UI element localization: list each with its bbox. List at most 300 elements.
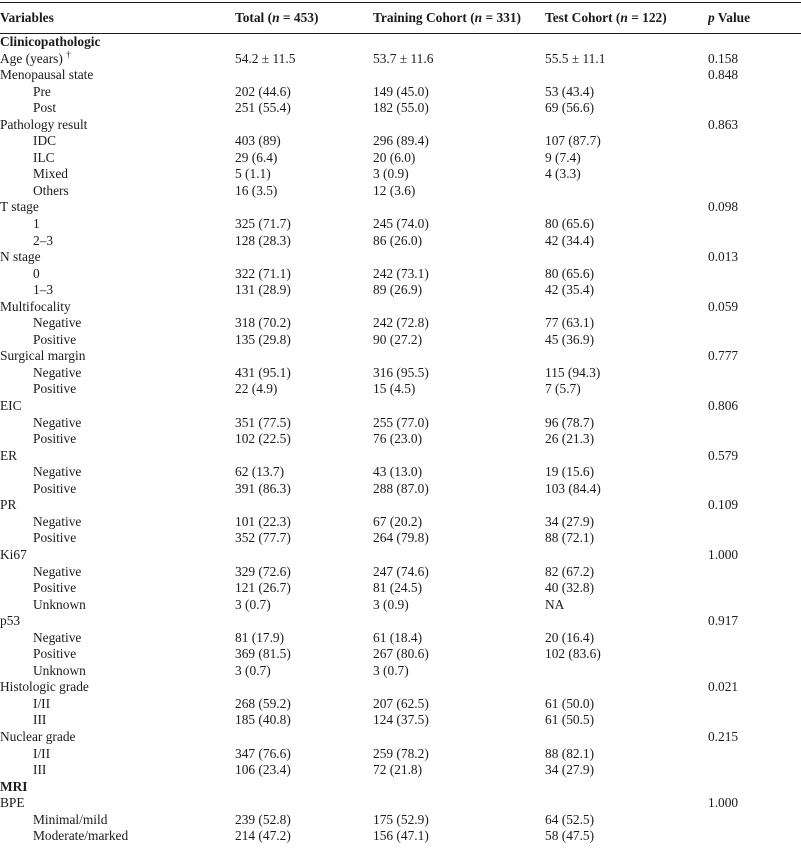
training-cohort-value [373, 613, 545, 630]
variable-label: Pathology result [0, 116, 88, 132]
test-cohort-value [545, 348, 708, 365]
total-value: 318 (70.2) [235, 315, 291, 331]
test-cohort-value: 7 (5.7) [545, 381, 581, 397]
test-cohort-value: 88 (82.1) [545, 745, 595, 761]
p-value [708, 514, 801, 531]
total-value: 128 (28.3) [235, 232, 291, 248]
p-value [708, 564, 801, 581]
training-cohort-value: 242 (72.8) [373, 315, 429, 331]
test-cohort-value [545, 199, 708, 216]
total-value: 185 (40.8) [235, 712, 291, 728]
training-cohort-value [373, 679, 545, 696]
variable-label: Surgical margin [0, 348, 86, 364]
table-row [0, 216, 801, 233]
training-cohort-value: 89 (26.9) [373, 282, 423, 298]
training-cohort-value: 3 (0.7) [373, 662, 409, 678]
variable-label: Negative [33, 414, 82, 430]
test-cohort-value: 107 (87.7) [545, 133, 601, 149]
table-row [0, 133, 801, 150]
training-cohort-value [373, 448, 545, 465]
test-cohort-value [545, 613, 708, 630]
test-cohort-value: 69 (56.6) [545, 100, 595, 116]
table-body [0, 34, 801, 845]
table-row [0, 365, 801, 382]
total-value [235, 729, 373, 746]
total-value: 16 (3.5) [235, 182, 278, 198]
column-header-total: Total (n = 453) [235, 3, 373, 34]
training-cohort-value: 175 (52.9) [373, 811, 429, 827]
total-value: 403 (89) [235, 133, 281, 149]
total-value: 5 (1.1) [235, 166, 271, 182]
test-cohort-value [545, 448, 708, 465]
table-row [0, 597, 801, 614]
test-cohort-value: 61 (50.5) [545, 712, 595, 728]
variable-label: Positive [33, 580, 77, 596]
variable-label: Menopausal state [0, 67, 94, 83]
test-cohort-value: 4 (3.3) [545, 166, 581, 182]
total-value: 251 (55.4) [235, 100, 291, 116]
p-value [708, 150, 801, 167]
training-cohort-value: 72 (21.8) [373, 762, 423, 778]
variable-label: EIC [0, 398, 22, 414]
training-cohort-value: 67 (20.2) [373, 513, 423, 529]
training-cohort-value: 43 (13.0) [373, 464, 423, 480]
p-value [708, 712, 801, 729]
total-value: 431 (95.1) [235, 364, 291, 380]
table-row [0, 812, 801, 829]
table-row [0, 381, 801, 398]
p-value [708, 812, 801, 829]
variable-label: Mixed [33, 166, 68, 182]
p-value [708, 315, 801, 332]
variable-label: Pre [33, 83, 51, 99]
total-value: 352 (77.7) [235, 530, 291, 546]
variable-label: Positive [33, 480, 77, 496]
table-row [0, 431, 801, 448]
p-value: 0.917 [708, 613, 739, 629]
table-row [0, 481, 801, 498]
training-cohort-value: 242 (73.1) [373, 265, 429, 281]
table-row [0, 249, 801, 266]
variable-label: III [33, 712, 47, 728]
total-value [235, 249, 373, 266]
total-value: 391 (86.3) [235, 480, 291, 496]
test-cohort-value: 40 (32.8) [545, 580, 595, 596]
total-value: 29 (6.4) [235, 149, 278, 165]
column-header-training-cohort: Training Cohort (n = 331) [373, 3, 545, 34]
total-value: 102 (22.5) [235, 431, 291, 447]
table-row [0, 828, 801, 845]
test-cohort-value [545, 547, 708, 564]
table-row [0, 762, 801, 779]
total-value: 214 (47.2) [235, 828, 291, 844]
variable-label: p53 [0, 613, 21, 629]
training-cohort-value [373, 398, 545, 415]
total-value: 22 (4.9) [235, 381, 278, 397]
table-row [0, 663, 801, 680]
p-value [708, 646, 801, 663]
variable-label: IDC [33, 133, 57, 149]
p-value: 0.098 [708, 199, 739, 215]
variable-label: BPE [0, 795, 25, 811]
p-value [708, 481, 801, 498]
p-value [708, 183, 801, 200]
training-cohort-value: 53.7 ± 11.6 [373, 50, 434, 66]
total-value: 101 (22.3) [235, 513, 291, 529]
test-cohort-value: 80 (65.6) [545, 265, 595, 281]
p-value [708, 34, 801, 51]
test-cohort-value: 34 (27.9) [545, 513, 595, 529]
test-cohort-value: 45 (36.9) [545, 331, 595, 347]
total-value [235, 497, 373, 514]
variable-label: Negative [33, 364, 82, 380]
variable-label: N stage [0, 249, 41, 265]
variable-label: Ki67 [0, 546, 27, 562]
table-row [0, 282, 801, 299]
cohort-characteristics-table [0, 2, 801, 845]
test-cohort-value: 19 (15.6) [545, 464, 595, 480]
training-cohort-value [373, 249, 545, 266]
training-cohort-value: 245 (74.0) [373, 216, 429, 232]
p-value [708, 746, 801, 763]
test-cohort-value: 34 (27.9) [545, 762, 595, 778]
dagger-footnote-marker: † [66, 50, 71, 60]
total-value [235, 348, 373, 365]
p-value: 1.000 [708, 546, 739, 562]
training-cohort-value [373, 729, 545, 746]
table-row [0, 183, 801, 200]
test-cohort-value: 80 (65.6) [545, 216, 595, 232]
total-value: 369 (81.5) [235, 646, 291, 662]
variable-label: Multifocality [0, 298, 71, 314]
table-row [0, 564, 801, 581]
table-row [0, 530, 801, 547]
test-cohort-value [545, 663, 708, 680]
column-header-p-value: p Value [708, 3, 801, 34]
training-cohort-value: 296 (89.4) [373, 133, 429, 149]
test-cohort-value [545, 34, 708, 51]
p-value [708, 696, 801, 713]
test-cohort-value [545, 299, 708, 316]
test-cohort-value: 115 (94.3) [545, 364, 601, 380]
total-value [235, 448, 373, 465]
test-cohort-value [545, 183, 708, 200]
table-row [0, 613, 801, 630]
table-row [0, 348, 801, 365]
test-cohort-value: 102 (83.6) [545, 646, 601, 662]
p-value [708, 431, 801, 448]
training-cohort-value: 61 (18.4) [373, 629, 423, 645]
total-value: 54.2 ± 11.5 [235, 50, 296, 66]
training-cohort-value [373, 779, 545, 796]
total-value: 81 (17.9) [235, 629, 285, 645]
training-cohort-value [373, 117, 545, 134]
variable-label: Histologic grade [0, 679, 89, 695]
p-value [708, 266, 801, 283]
test-cohort-value [545, 779, 708, 796]
training-cohort-value: 247 (74.6) [373, 563, 429, 579]
p-value [708, 828, 801, 845]
p-value [708, 133, 801, 150]
test-cohort-value: 26 (21.3) [545, 431, 595, 447]
table-row [0, 51, 801, 68]
total-value: 135 (29.8) [235, 331, 291, 347]
test-cohort-value [545, 117, 708, 134]
total-value: 322 (71.1) [235, 265, 291, 281]
variable-label: ER [0, 447, 18, 463]
p-value [708, 464, 801, 481]
p-value: 0.215 [708, 728, 739, 744]
test-cohort-value: 53 (43.4) [545, 83, 595, 99]
variable-label: Positive [33, 431, 77, 447]
p-value [708, 597, 801, 614]
table-row [0, 315, 801, 332]
training-cohort-value [373, 547, 545, 564]
table-row [0, 150, 801, 167]
table-row [0, 580, 801, 597]
p-value [708, 663, 801, 680]
table-row [0, 646, 801, 663]
table-row [0, 679, 801, 696]
variable-label: Negative [33, 315, 82, 331]
table-row [0, 67, 801, 84]
table-row [0, 712, 801, 729]
total-value: 351 (77.5) [235, 414, 291, 430]
total-value [235, 199, 373, 216]
total-value: 325 (71.7) [235, 216, 291, 232]
training-cohort-value: 149 (45.0) [373, 83, 429, 99]
p-value [708, 530, 801, 547]
variable-label: Unknown [33, 596, 86, 612]
total-value: 347 (76.6) [235, 745, 291, 761]
p-value [708, 779, 801, 796]
p-value: 0.109 [708, 497, 739, 513]
variable-label: T stage [0, 199, 39, 215]
p-value [708, 166, 801, 183]
column-header-test-cohort: Test Cohort (n = 122) [545, 3, 708, 34]
training-cohort-value [373, 199, 545, 216]
p-value [708, 580, 801, 597]
p-value: 0.848 [708, 67, 739, 83]
total-value [235, 34, 373, 51]
variable-label: Negative [33, 563, 82, 579]
training-cohort-value [373, 34, 545, 51]
variable-label: 0 [33, 265, 40, 281]
test-cohort-value: 61 (50.0) [545, 695, 595, 711]
training-cohort-value: 76 (23.0) [373, 431, 423, 447]
training-cohort-value [373, 795, 545, 812]
test-cohort-value: 42 (35.4) [545, 282, 595, 298]
table-row [0, 332, 801, 349]
total-value [235, 398, 373, 415]
variable-label: Positive [33, 381, 77, 397]
p-value [708, 100, 801, 117]
test-cohort-value: 42 (34.4) [545, 232, 595, 248]
total-value: 202 (44.6) [235, 83, 291, 99]
table-row [0, 795, 801, 812]
training-cohort-value: 288 (87.0) [373, 480, 429, 496]
total-value: 131 (28.9) [235, 282, 291, 298]
variable-label: Post [33, 100, 57, 116]
test-cohort-value: 96 (78.7) [545, 414, 595, 430]
table-row [0, 464, 801, 481]
test-cohort-value [545, 249, 708, 266]
table-row [0, 729, 801, 746]
training-cohort-value: 12 (3.6) [373, 182, 416, 198]
test-cohort-value: 88 (72.1) [545, 530, 595, 546]
column-header-variables: Variables [0, 3, 235, 34]
p-value [708, 762, 801, 779]
variable-label: Clinicopathologic [0, 34, 101, 49]
test-cohort-value: 9 (7.4) [545, 149, 581, 165]
p-value [708, 381, 801, 398]
table-row [0, 547, 801, 564]
variable-label: Nuclear grade [0, 728, 76, 744]
training-cohort-value: 86 (26.0) [373, 232, 423, 248]
table-row [0, 448, 801, 465]
total-value [235, 795, 373, 812]
total-value: 3 (0.7) [235, 662, 271, 678]
table-header [0, 3, 801, 34]
variable-label: 2–3 [33, 232, 54, 248]
training-cohort-value: 156 (47.1) [373, 828, 429, 844]
total-value [235, 613, 373, 630]
table-row [0, 233, 801, 250]
training-cohort-value: 207 (62.5) [373, 695, 429, 711]
test-cohort-value: 103 (84.4) [545, 480, 601, 496]
table-row [0, 34, 801, 51]
variable-label: 1 [33, 216, 40, 232]
variable-label: ILC [33, 149, 55, 165]
p-value [708, 233, 801, 250]
training-cohort-value: 259 (78.2) [373, 745, 429, 761]
test-cohort-value: 64 (52.5) [545, 811, 595, 827]
p-value: 0.777 [708, 348, 739, 364]
variable-label: Unknown [33, 662, 86, 678]
test-cohort-value [545, 729, 708, 746]
total-value [235, 679, 373, 696]
p-value: 0.863 [708, 116, 739, 132]
training-cohort-value: 3 (0.9) [373, 596, 409, 612]
p-value: 1.000 [708, 795, 739, 811]
variable-label: Negative [33, 513, 82, 529]
p-value [708, 216, 801, 233]
total-value [235, 547, 373, 564]
test-cohort-value [545, 679, 708, 696]
test-cohort-value: 20 (16.4) [545, 629, 595, 645]
variable-label: III [33, 762, 47, 778]
training-cohort-value: 3 (0.9) [373, 166, 409, 182]
table-row [0, 497, 801, 514]
table-row [0, 514, 801, 531]
table-row [0, 779, 801, 796]
total-value: 62 (13.7) [235, 464, 285, 480]
variable-label: Moderate/marked [33, 828, 129, 844]
test-cohort-value: 77 (63.1) [545, 315, 595, 331]
test-cohort-value: 58 (47.5) [545, 828, 595, 844]
table-row [0, 199, 801, 216]
training-cohort-value: 264 (79.8) [373, 530, 429, 546]
variable-label: Negative [33, 464, 82, 480]
p-value: 0.013 [708, 249, 739, 265]
p-value: 0.158 [708, 50, 739, 66]
table-row [0, 100, 801, 117]
training-cohort-value: 20 (6.0) [373, 149, 416, 165]
training-cohort-value: 316 (95.5) [373, 364, 429, 380]
variable-label: PR [0, 497, 17, 513]
variable-label: 1–3 [33, 282, 54, 298]
variable-label: I/II [33, 745, 51, 761]
total-value: 3 (0.7) [235, 596, 271, 612]
total-value: 106 (23.4) [235, 762, 291, 778]
training-cohort-value: 267 (80.6) [373, 646, 429, 662]
variable-label: Minimal/mild [33, 811, 108, 827]
test-cohort-value [545, 398, 708, 415]
table-row [0, 415, 801, 432]
p-value [708, 630, 801, 647]
p-value [708, 332, 801, 349]
variable-label: Positive [33, 331, 77, 347]
header-row [0, 3, 801, 34]
p-value [708, 365, 801, 382]
test-cohort-value [545, 67, 708, 84]
training-cohort-value [373, 299, 545, 316]
p-value [708, 282, 801, 299]
training-cohort-value: 15 (4.5) [373, 381, 416, 397]
total-value: 121 (26.7) [235, 580, 291, 596]
table-row [0, 746, 801, 763]
variable-label: Positive [33, 646, 77, 662]
table-row [0, 696, 801, 713]
total-value: 268 (59.2) [235, 695, 291, 711]
table-row [0, 299, 801, 316]
variable-label: I/II [33, 695, 51, 711]
test-cohort-value: 82 (67.2) [545, 563, 595, 579]
table-row [0, 84, 801, 101]
table-row [0, 166, 801, 183]
training-cohort-value: 255 (77.0) [373, 414, 429, 430]
table-row [0, 266, 801, 283]
variable-label: MRI [0, 778, 28, 794]
test-cohort-value: NA [545, 596, 565, 612]
test-cohort-value [545, 497, 708, 514]
table-row [0, 630, 801, 647]
training-cohort-value: 124 (37.5) [373, 712, 429, 728]
training-cohort-value [373, 67, 545, 84]
variable-label: Positive [33, 530, 77, 546]
test-cohort-value: 55.5 ± 11.1 [545, 50, 606, 66]
total-value [235, 299, 373, 316]
total-value [235, 779, 373, 796]
table-row [0, 398, 801, 415]
p-value: 0.579 [708, 447, 739, 463]
p-value [708, 415, 801, 432]
training-cohort-value [373, 497, 545, 514]
total-value [235, 117, 373, 134]
p-value: 0.806 [708, 398, 739, 414]
total-value [235, 67, 373, 84]
total-value: 329 (72.6) [235, 563, 291, 579]
variable-label: Negative [33, 629, 82, 645]
variable-label: Age (years) † [0, 50, 71, 66]
variable-label: Others [33, 182, 69, 198]
p-value: 0.059 [708, 298, 739, 314]
training-cohort-value [373, 348, 545, 365]
p-value: 0.021 [708, 679, 739, 695]
p-value [708, 84, 801, 101]
training-cohort-value: 90 (27.2) [373, 331, 423, 347]
total-value: 239 (52.8) [235, 811, 291, 827]
